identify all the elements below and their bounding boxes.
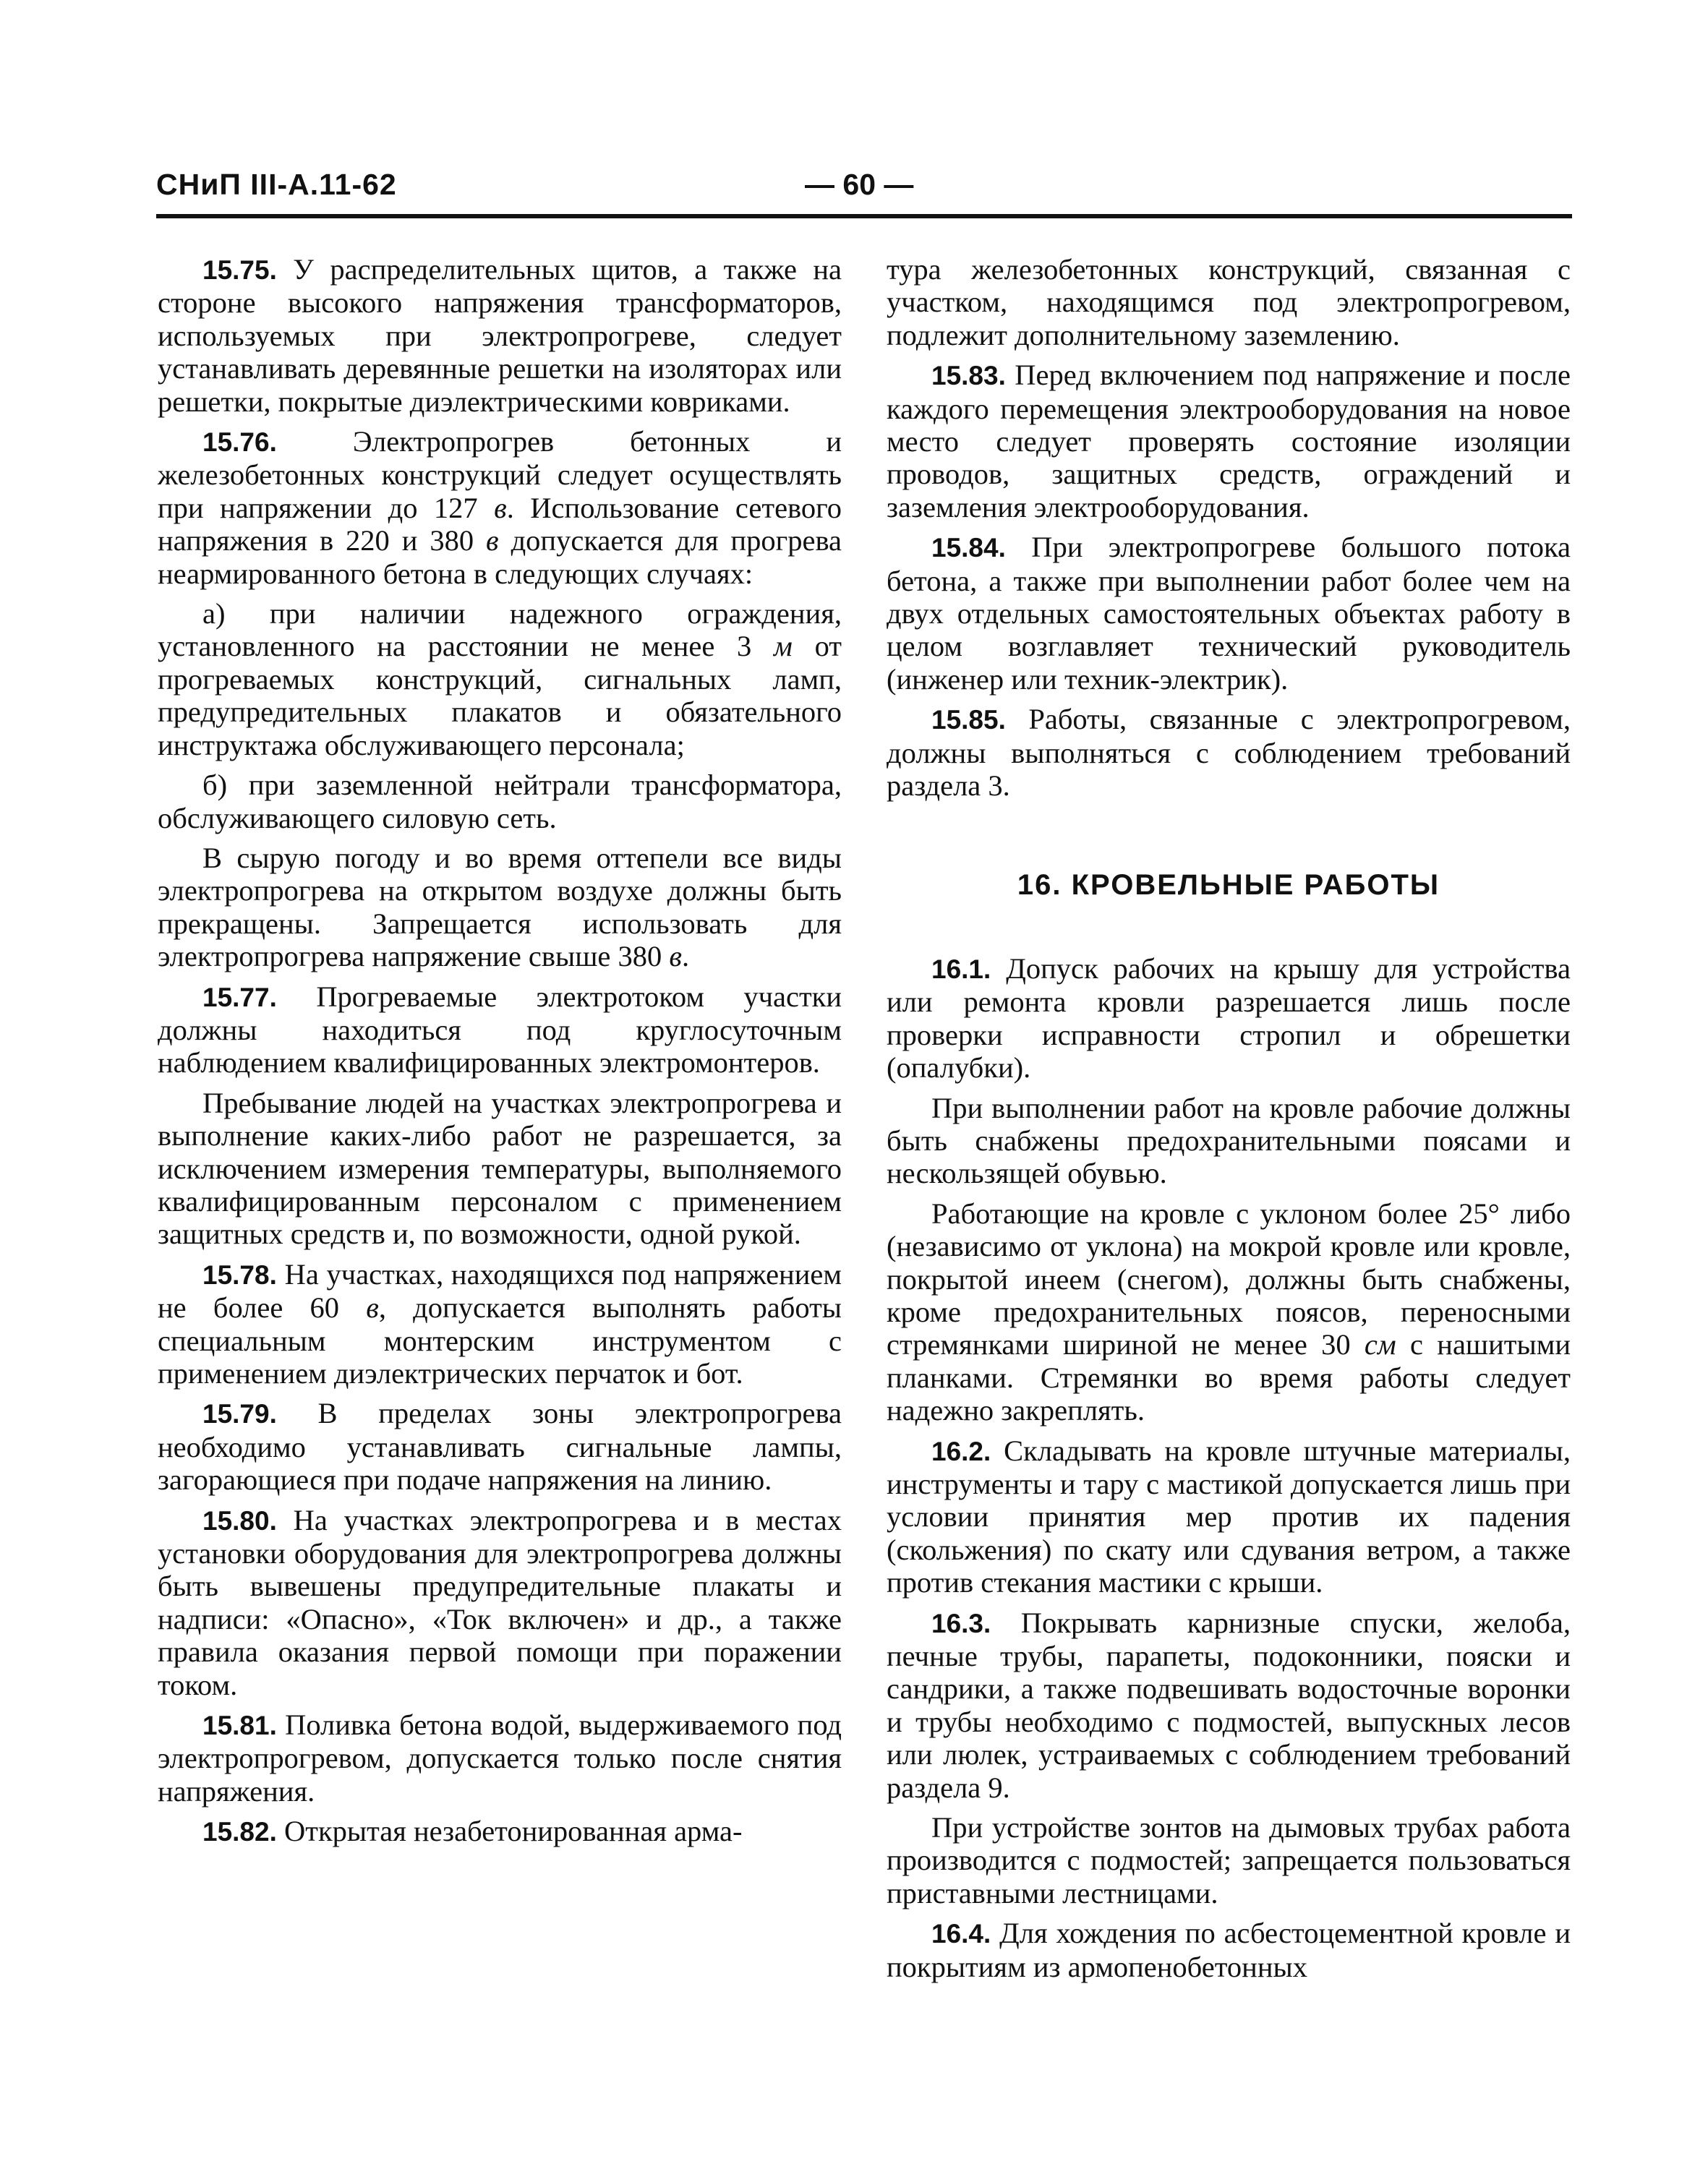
unit: см bbox=[1364, 1328, 1396, 1361]
list-item-b: б) при заземленной нейтрали трансформатора, обслуживающего силовую сеть. bbox=[158, 769, 842, 834]
paragraph-15-78: 15.78. На участках, находящихся под напряжением не более 60 в, допускается выполнять работы специальным монтерским инструментом с применением диэлектрических перчаток и бот. bbox=[158, 1257, 842, 1390]
clause-number: 15.82. bbox=[202, 1817, 277, 1847]
paragraph-15-84: 15.84. При электропрогреве большого потока бетона, а также при выполнении работ более чем на двух отдельных самостоятельных объектах работу в целом возглавляет технический руководитель (инженер или техник-электрик). bbox=[887, 531, 1571, 696]
paragraph-safety-belts: При выполнении работ на кровле рабочие должны быть снабжены предохранительными поясами и нескользящей обувью. bbox=[887, 1091, 1571, 1190]
list-item-a: а) при наличии надежного ограждения, установленного на расстоянии не менее 3 м от прогреваемых конструкций, сигнальных ламп, предупредительных плакатов и обязательного инструктажа обслуживающего персонала; bbox=[158, 597, 842, 761]
paragraph-16-2: 16.2. Складывать на кровле штучные материалы, инструменты и тару с мастикой допускается лишь при условии принятия мер против их падения (скольжения) по скату или сдувания ветром, а также против стекания мастики с крыши. bbox=[887, 1434, 1571, 1599]
paragraph-slope: Работающие на кровле с уклоном более 25° либо (независимо от уклона) на мокрой кровле или кровле, покрытой инеем (снегом), должны быть снабжены, кроме предохранительных поясов, переносными стремянками шириной не менее 30 см с нашитыми планками. Стремянки во время работы следует надежно закреплять. bbox=[887, 1197, 1571, 1427]
clause-number: 16.1. bbox=[931, 954, 991, 984]
paragraph-people-stay: Пребывание людей на участках электропрогрева и выполнение каких-либо работ не разрешается, за исключением измерения температуры, выполняемого квалифицированным персоналом с применением защитных средств и, по возможности, одной рукой. bbox=[158, 1086, 842, 1251]
paragraph-16-4: 16.4. Для хождения по асбестоцементной кровле и покрытиям из армопенобетонных bbox=[887, 1917, 1571, 1983]
unit: в bbox=[669, 940, 682, 973]
paragraph-15-80: 15.80. На участках электропрогрева и в местах установки оборудования для электропрогрева должны быть вывешены предупредительные плакаты и надписи: «Опасно», «Ток включен» и др., а также правила оказания первой помощи при поражении током. bbox=[158, 1503, 842, 1701]
paragraph-15-82-continued: тура железобетонных конструкций, связанная с участком, находящимся под электропрогревом, подлежит дополнительному заземлению. bbox=[887, 253, 1571, 351]
paragraph-16-1: 16.1. Допуск рабочих на крышу для устройства или ремонта кровли разрешается лишь после проверки исправности стропил и обрешетки (опалубки). bbox=[887, 951, 1571, 1085]
clause-number: 15.77. bbox=[202, 982, 277, 1012]
clause-text: допускается для прогрева неармированного бетона в следующих случаях: bbox=[158, 524, 842, 590]
clause-text: . Использование сетевого напряжения в 220 и 380 bbox=[158, 491, 842, 557]
clause-text: У распределительных щитов, а также на стороне высокого напряжения трансформаторов, используемых при электропрогреве, следует устанавливать деревянные решетки на изоляторах или решетки, покрытые диэлектрическими ковриками. bbox=[158, 253, 842, 418]
page-number: — 60 — bbox=[805, 168, 914, 201]
clause-text: Электропрогрев бетонных и железобетонных конструкций следует осуществлять при напряжении до 127 bbox=[158, 425, 842, 524]
header-rule bbox=[156, 214, 1572, 218]
paragraph-15-76 bbox=[158, 425, 842, 590]
clause-number: 15.79. bbox=[202, 1399, 277, 1429]
unit: в bbox=[494, 491, 507, 524]
clause-number: 15.85. bbox=[931, 705, 1006, 735]
right-column bbox=[887, 253, 1571, 1990]
clause-number: 15.84. bbox=[931, 533, 1006, 563]
clause-number: 15.80. bbox=[202, 1505, 277, 1536]
paragraph-15-83: 15.83. Перед включением под напряжение и после каждого перемещения электрооборудования на новое место следует проверять состояние изоляции проводов, защитных средств, ограждений и заземления электрооборудования. bbox=[887, 359, 1571, 523]
paragraph-15-77: 15.77. Прогреваемые электротоком участки должны находиться под круглосуточным наблюдением квалифицированных электромонтеров. bbox=[158, 980, 842, 1079]
unit: в bbox=[486, 524, 499, 557]
clause-number: 15.75. bbox=[202, 255, 277, 285]
paragraph-15-85: 15.85. Работы, связанные с электропрогревом, должны выполняться с соблюдением требований раздела 3. bbox=[887, 703, 1571, 803]
clause-number: 16.3. bbox=[931, 1608, 991, 1638]
clause-number: 15.83. bbox=[931, 361, 1006, 391]
left-column bbox=[158, 253, 842, 1856]
paragraph-15-82: 15.82. Открытая незабетонированная арма- bbox=[202, 1815, 743, 1848]
clause-number: 16.4. bbox=[931, 1919, 991, 1949]
paragraph-16-3: 16.3. Покрывать карнизные спуски, желоба, печные трубы, парапеты, подоконники, пояски и сандрики, а также подвешивать водосточные воронки и трубы необходимо с подмостей, выпускных лесов или люлек, устраиваемых с соблюдением требований раздела 9. bbox=[887, 1606, 1571, 1804]
unit: в bbox=[366, 1291, 379, 1325]
paragraph-umbrellas: При устройстве зонтов на дымовых трубах работа производится с подмостей; запрещается пользоваться приставными лестницами. bbox=[887, 1811, 1571, 1909]
clause-number: 15.81. bbox=[202, 1711, 277, 1741]
page-header bbox=[156, 168, 1572, 218]
unit: м bbox=[774, 630, 793, 663]
paragraph-15-79: 15.79. В пределах зоны электропрогрева необходимо устанавливать сигнальные лампы, загорающиеся при подаче напряжения на линию. bbox=[158, 1397, 842, 1497]
clause-number: 15.76. bbox=[202, 427, 277, 458]
clause-number: 16.2. bbox=[931, 1436, 991, 1466]
paragraph-wet-weather: В сырую погоду и во время оттепели все виды электропрогрева на открытом воздухе должны быть прекращены. Запрещается использовать для электропрогрева напряжение свыше 380 в. bbox=[158, 841, 842, 973]
paragraph-15-81: 15.81. Поливка бетона водой, выдерживаемого под электропрогревом, допускается только после снятия напряжения. bbox=[158, 1708, 842, 1808]
paragraph-15-75 bbox=[158, 253, 842, 418]
section-heading: 16. КРОВЕЛЬНЫЕ РАБОТЫ bbox=[1017, 868, 1440, 901]
document-code: СНиП III-А.11-62 bbox=[156, 168, 397, 201]
clause-number: 15.78. bbox=[202, 1259, 277, 1290]
